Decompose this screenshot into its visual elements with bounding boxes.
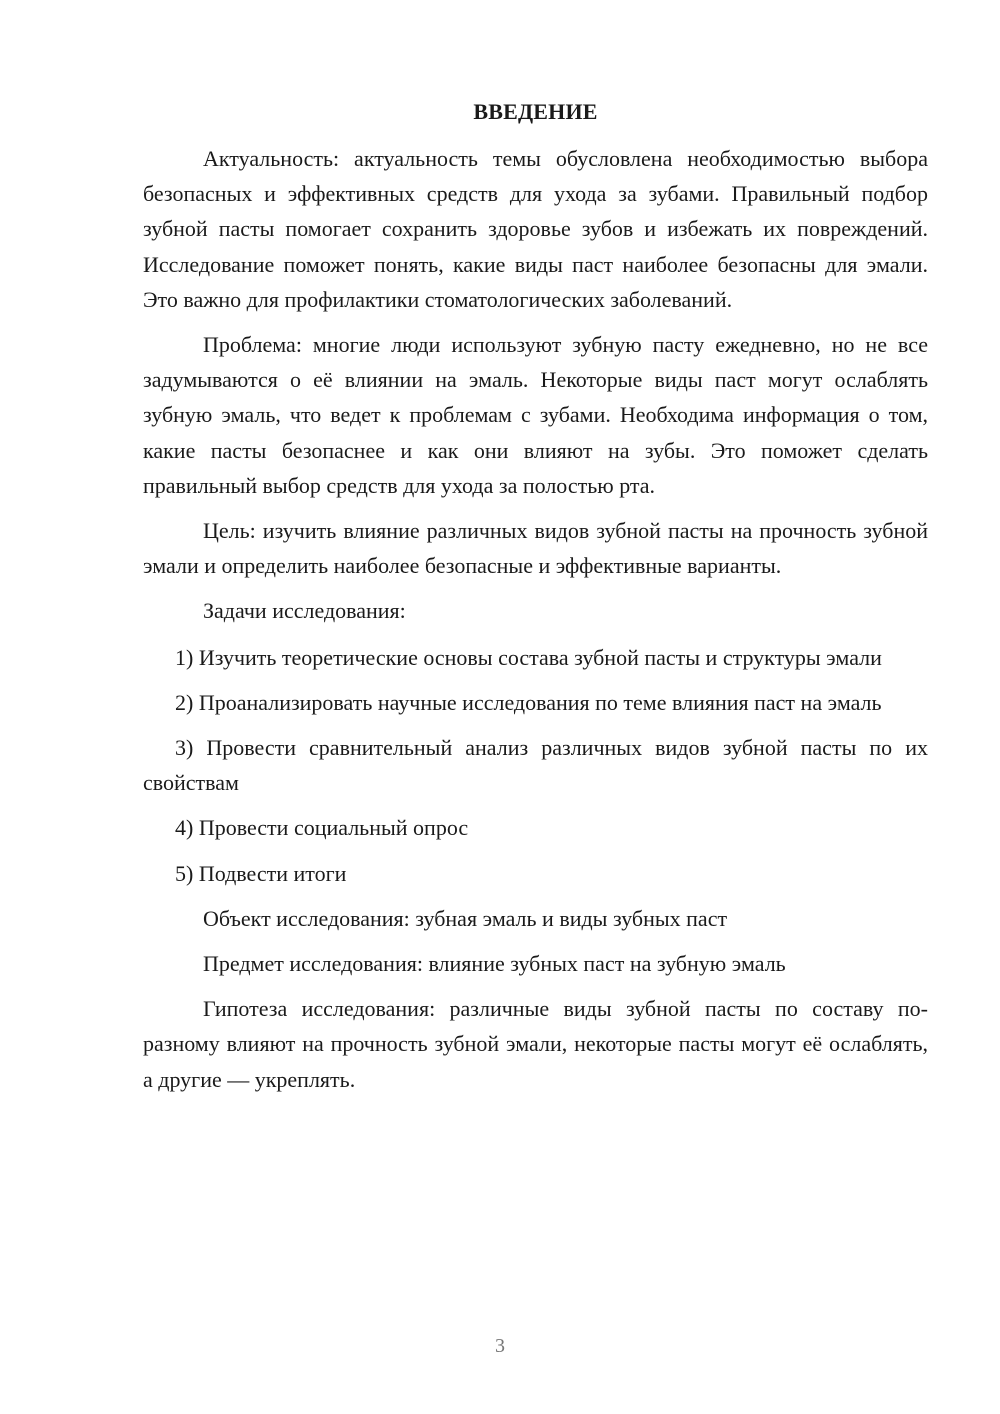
- section-title: ВВЕДЕНИЕ: [473, 99, 598, 124]
- relevance-paragraph: Актуальность: актуальность темы обусловлена необходимостью выбора безопасных и эффективных средств для ухода за зубами. Правильный подбор зубной пасты помогает сохранить здоровье зубов и избежать их повреждений. Исследование поможет понять, какие виды паст наиболее безопасны для эмали. Это важно для профилактики стоматологических заболеваний.: [143, 146, 928, 312]
- task-item-2: 2) Проанализировать научные исследования по теме влияния паст на эмаль: [175, 689, 882, 715]
- problem-paragraph: Проблема: многие люди используют зубную пасту ежедневно, но не все задумываются о её влиянии на эмаль. Некоторые виды паст могут ослаблять зубную эмаль, что ведет к проблемам с зубами. Необходима информация о том, какие пасты безопаснее и как они влияют на зубы. Это поможет сделать правильный выбор средств для ухода за полостью рта.: [143, 332, 928, 498]
- task-item-3: 3) Провести сравнительный анализ различных видов зубной пасты по их свойствам: [143, 735, 928, 796]
- task-item-1: 1) Изучить теоретические основы состава зубной пасты и структуры эмали: [175, 644, 882, 670]
- subject-paragraph: Предмет исследования: влияние зубных паст на зубную эмаль: [203, 951, 786, 977]
- task-item-5: 5) Подвести итоги: [175, 860, 347, 886]
- page-number: 3: [495, 1335, 505, 1357]
- object-paragraph: Объект исследования: зубная эмаль и виды зубных паст: [203, 905, 728, 931]
- goal-paragraph: Цель: изучить влияние различных видов зубной пасты на прочность зубной эмали и определить наиболее безопасные и эффективные варианты.: [143, 518, 928, 579]
- task-item-4: 4) Провести социальный опрос: [175, 815, 469, 841]
- page-content: [143, 94, 928, 1097]
- tasks-list: [143, 640, 928, 891]
- tasks-heading: Задачи исследования:: [203, 598, 406, 624]
- hypothesis-paragraph: Гипотеза исследования: различные виды зубной пасты по составу по-разному влияют на прочность зубной эмали, некоторые пасты могут её ослаблять, а другие — укреплять.: [143, 996, 928, 1092]
